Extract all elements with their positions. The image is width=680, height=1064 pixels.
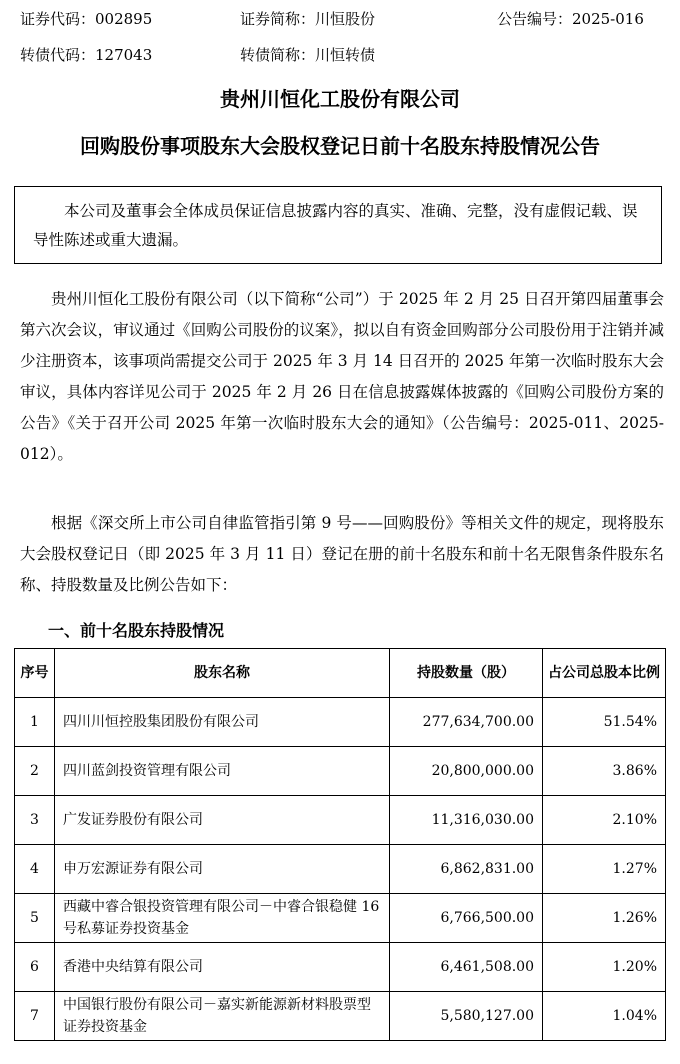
section-heading-top-ten: 一、前十名股东持股情况 (48, 621, 225, 640)
shares-held: 6,862,831.00 (390, 845, 543, 894)
company-name: 贵州川恒化工股份有限公司 (220, 87, 460, 111)
shares-held: 6,461,508.00 (390, 943, 543, 992)
row-number: 4 (15, 845, 55, 894)
securities-short-name: 证券简称：川恒股份 (240, 10, 376, 28)
table-row (15, 943, 666, 992)
row-number: 2 (15, 747, 55, 796)
share-ratio: 2.10% (543, 796, 666, 845)
shares-held: 6,766,500.00 (390, 894, 543, 943)
top-ten-shareholders-table (14, 648, 666, 1041)
table-row (15, 747, 666, 796)
securities-code: 证券代码：002895 (20, 10, 153, 28)
bond-code: 转债代码：127043 (20, 46, 153, 64)
row-number: 6 (15, 943, 55, 992)
share-ratio: 1.04% (543, 992, 666, 1041)
shares-held: 11,316,030.00 (390, 796, 543, 845)
shareholder-name: 中国银行股份有限公司－嘉实新能源新材料股票型证券投资基金 (55, 992, 390, 1041)
shareholder-name: 西藏中睿合银投资管理有限公司－中睿合银稳健 16 号私募证券投资基金 (55, 894, 390, 943)
shares-held: 20,800,000.00 (390, 747, 543, 796)
column-header-shares: 持股数量（股） (390, 649, 543, 698)
board-statement-box (14, 186, 662, 264)
share-ratio: 51.54% (543, 698, 666, 747)
table-header-row (15, 649, 666, 698)
table-row (15, 992, 666, 1041)
table-row (15, 894, 666, 943)
table-row (15, 845, 666, 894)
table-row (15, 796, 666, 845)
body-paragraph-2: 根据《深交所上市公司自律监管指引第 9 号——回购股份》等相关文件的规定，现将股东大会股权登记日（即 2025 年 3 月 11 日）登记在册的前十名股东和前十名无限售条件股东名称、持股数量及比例公告如下： (20, 514, 664, 594)
shareholder-name: 四川蓝剑投资管理有限公司 (55, 747, 390, 796)
column-header-name: 股东名称 (55, 649, 390, 698)
notice-number: 公告编号：2025-016 (497, 10, 644, 28)
board-statement-text: 本公司及董事会全体成员保证信息披露内容的真实、准确、完整，没有虚假记载、误导性陈述或重大遗漏。 (33, 202, 638, 249)
shareholder-name: 香港中央结算有限公司 (55, 943, 390, 992)
share-ratio: 1.26% (543, 894, 666, 943)
shares-held: 277,634,700.00 (390, 698, 543, 747)
share-ratio: 3.86% (543, 747, 666, 796)
row-number: 5 (15, 894, 55, 943)
row-number: 3 (15, 796, 55, 845)
shareholder-name: 申万宏源证券有限公司 (55, 845, 390, 894)
row-number: 1 (15, 698, 55, 747)
column-header-ratio: 占公司总股本比例 (543, 649, 666, 698)
column-header-no: 序号 (15, 649, 55, 698)
bond-short-name: 转债简称：川恒转债 (240, 46, 376, 64)
row-number: 7 (15, 992, 55, 1041)
notice-title: 回购股份事项股东大会股权登记日前十名股东持股情况公告 (80, 134, 600, 158)
shareholder-name: 四川川恒控股集团股份有限公司 (55, 698, 390, 747)
share-ratio: 1.27% (543, 845, 666, 894)
shares-held: 5,580,127.00 (390, 992, 543, 1041)
share-ratio: 1.20% (543, 943, 666, 992)
body-paragraph-1: 贵州川恒化工股份有限公司（以下简称“公司”）于 2025 年 2 月 25 日召开第四届董事会第六次会议，审议通过《回购公司股份的议案》，拟以自有资金回购部分公司股份用于注销并减少注册资本，该事项尚需提交公司于 2025 年 3 月 14 日召开的 2025 年第一次临时股东大会审议，具体内容详见公司于 2025 年 2 月 26 日在信息披露媒体披露的《回购公司股份方案的公告》《关于召开公司 2025 年第一次临时股东大会的通知》（公告编号：2025-011、2025-012）。 (20, 290, 664, 463)
shareholder-name: 广发证券股份有限公司 (55, 796, 390, 845)
table-row (15, 698, 666, 747)
